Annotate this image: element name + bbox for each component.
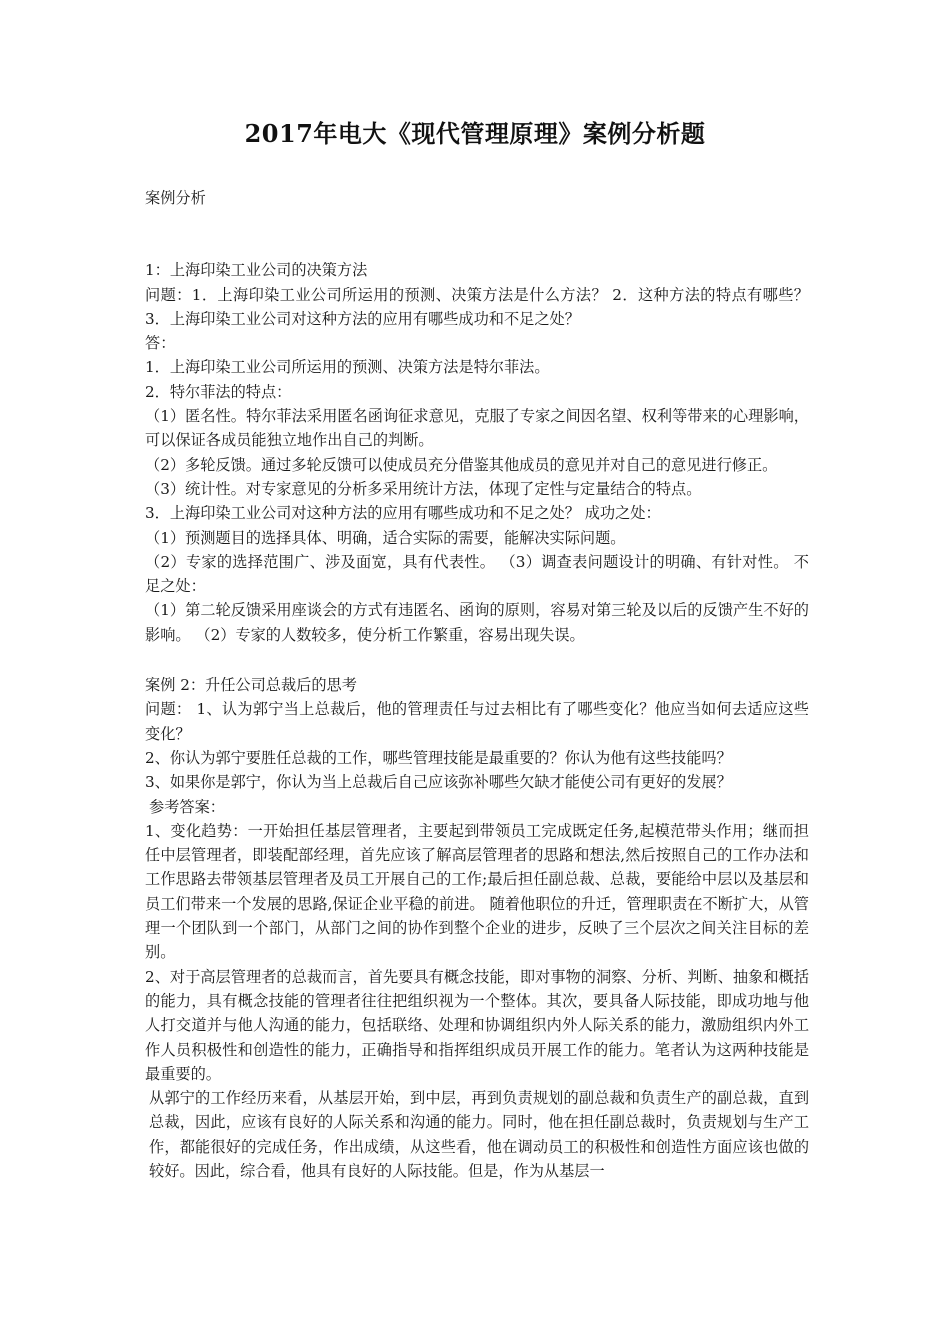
- case1-answer-3-2: （2）专家的选择范围广、涉及面宽，具有代表性。 （3）调查表问题设计的明确、有针对性。 不足之处：: [145, 552, 809, 596]
- case1-answer-label: 答：: [145, 334, 176, 353]
- section-heading: 案例分析: [145, 189, 206, 207]
- spacer: [145, 236, 809, 258]
- case2-question-2: 2、你认为郭宁要胜任总裁的工作，哪些管理技能是最重要的？你认为他有这些技能吗？: [145, 748, 732, 767]
- case2-answer-2: 2、对于高层管理者的总裁而言，首先要具有概念技能，即对事物的洞察、分析、判断、抽象和概括的能力，具有概念技能的管理者往往把组织视为一个整体。其次，要具备人际技能，即成功地与他人打交道并与他人沟通的能力，包括联络、处理和协调组织内外人际关系的能力，激励组织内外工作人员积极性和创造性的能力，正确指导和指挥组织成员开展工作的能力。笔者认为这两种技能是最重要的。: [145, 967, 809, 1083]
- case2-question-1: 问题： 1、认为郭宁当上总裁后，他的管理责任与过去相比有了哪些变化？他应当如何去适应这些变化？: [145, 700, 809, 743]
- case2-title: 案例 2：升任公司总裁后的思考: [145, 676, 357, 695]
- case1-answer-2-1: （1）匿名性。特尔菲法采用匿名函询征求意见，克服了专家之间因名望、权利等带来的心理影响，可以保证各成员能独立地作出自己的判断。: [145, 407, 809, 450]
- case1-answer-2-2: （2）多轮反馈。通过多轮反馈可以使成员充分借鉴其他成员的意见并对自己的意见进行修正。: [145, 455, 778, 474]
- spacer: [145, 210, 809, 236]
- case2-answer-label: 参考答案：: [149, 797, 225, 816]
- case1-answer-1: 1．上海印染工业公司所运用的预测、决策方法是特尔菲法。: [145, 358, 550, 377]
- case1-answer-3-1: （1）预测题目的选择具体、明确，适合实际的需要，能解决实际问题。: [145, 528, 626, 547]
- case2-answer-3: 从郭宁的工作经历来看，从基层开始，到中层，再到负责规划的副总裁和负责生产的副总裁，直到总裁，因此，应该有良好的人际关系和沟通的能力。同时，他在担任副总裁时，负责规划与生产工作，都能很好的完成任务，作出成绩，从这些看，他在调动员工的积极性和创造性方面应该也做的较好。因此，综合看，他具有良好的人际技能。但是，作为从基层一: [149, 1089, 809, 1180]
- case1-answer-2: 2．特尔菲法的特点：: [145, 382, 292, 401]
- case1-answer-3-3: （1）第二轮反馈采用座谈会的方式有违匿名、函询的原则，容易对第三轮及以后的反馈产生不好的影响。 （2）专家的人数较多，使分析工作繁重，容易出现失误。: [145, 601, 809, 644]
- case2-answer-1: 1、变化趋势：一开始担任基层管理者，主要起到带领员工完成既定任务,起模范带头作用；继而担任中层管理者，即装配部经理，首先应该了解高层管理者的思路和想法,然后按照自己的工作办法和工作思路去带领基层管理者及员工开展自己的工作;最后担任副总裁、总裁，要能给中层以及基层和员工们带来一个发展的思路,保证企业平稳的前进。 随着他职位的升迁，管理职责在不断扩大，从管理一个团队到一个部门，从部门之间的协作到整个企业的进步，反映了三个层次之间关注目标的差别。: [145, 821, 809, 962]
- case1-answer-2-3: （3）统计性。对专家意见的分析多采用统计方法，体现了定性与定量结合的特点。: [145, 479, 702, 498]
- spacer: [145, 647, 809, 673]
- document-title: 2017年电大《现代管理原理》案例分析题: [244, 119, 706, 148]
- case1-answer-3: 3．上海印染工业公司对这种方法的应用有哪些成功和不足之处？ 成功之处：: [145, 504, 661, 523]
- case2-question-3: 3、如果你是郭宁，你认为当上总裁后自己应该弥补哪些欠缺才能使公司有更好的发展？: [145, 773, 732, 792]
- case1-title: 1：上海印染工业公司的决策方法: [145, 261, 368, 280]
- case1-question: 问题：1．上海印染工业公司所运用的预测、决策方法是什么方法？ 2．这种方法的特点有哪些？ 3．上海印染工业公司对这种方法的应用有哪些成功和不足之处？: [145, 285, 809, 328]
- document-body: [145, 186, 809, 1183]
